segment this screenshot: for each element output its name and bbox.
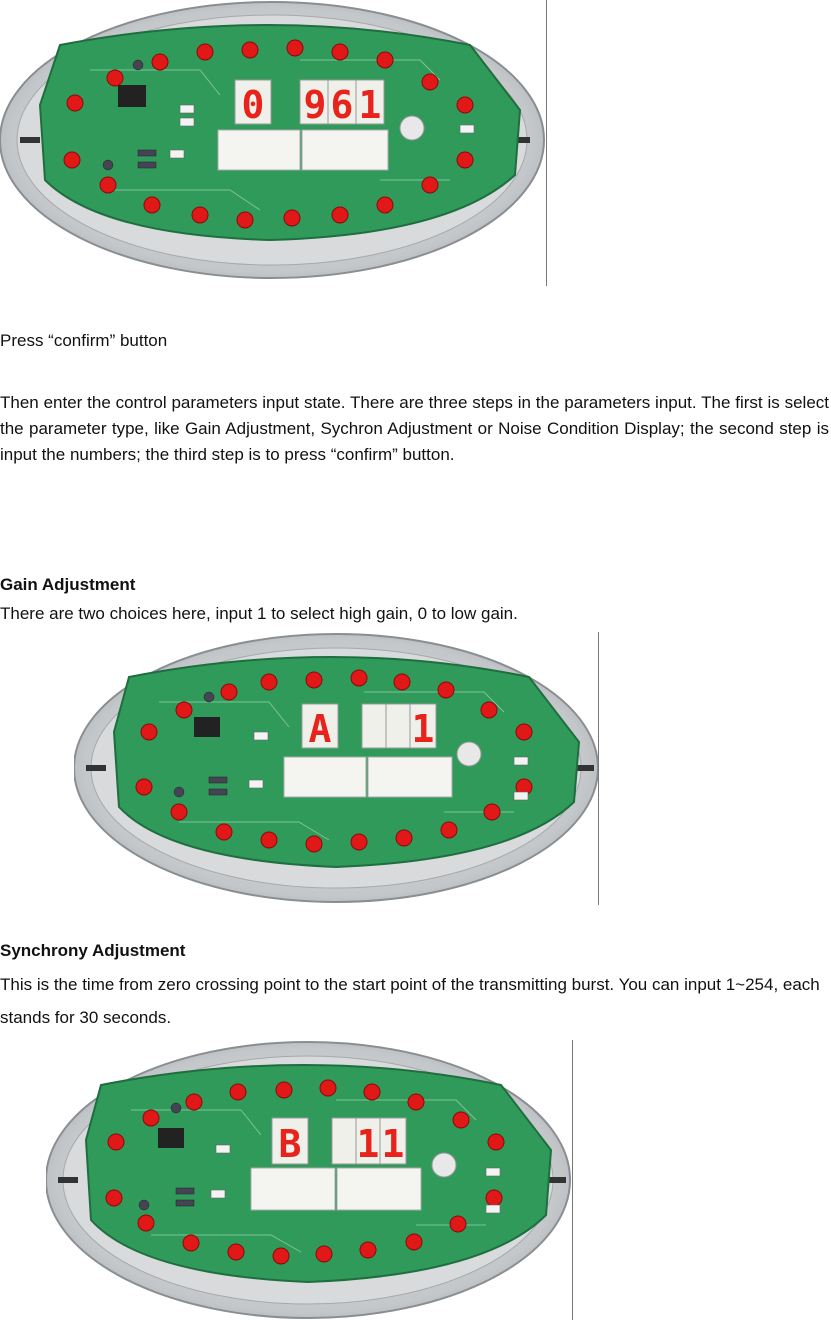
controller-board-photo-3 [46,1040,576,1320]
photo-1-edge-line [546,0,547,286]
svg-text:0: 0 [241,83,265,127]
synchrony-adjustment-heading: Synchrony Adjustment [0,941,186,960]
svg-text:1: 1 [411,707,435,751]
svg-text:A: A [308,707,332,751]
synchrony-adjustment-body: This is the time from zero crossing point to the start point of the transmitting burst. You can input 1~254, each stands for 30 seconds. [0,975,820,1027]
photo-3-edge-line [572,1040,573,1320]
svg-text:1: 1 [381,1122,405,1166]
gain-adjustment-heading: Gain Adjustment [0,575,136,594]
intro-paragraph: Then enter the control parameters input state. There are three steps in the parameters input. The first is select the parameter type, like Gain Adjustment, Sychron Adjustment or Noise Condition Display; the second step is input the numbers; the third step is to press “confirm” button. [0,393,829,464]
svg-text:9: 9 [303,83,327,127]
svg-text:6: 6 [330,83,354,127]
controller-board-photo-2 [74,632,604,908]
controller-board-photo-1 [0,0,550,288]
press-confirm-instruction: Press “confirm” button [0,331,168,350]
svg-text:1: 1 [356,1122,380,1166]
photo-2-edge-line [598,632,599,905]
svg-text:B: B [278,1122,302,1166]
svg-text:1: 1 [358,83,382,127]
gain-adjustment-body: There are two choices here, input 1 to select high gain, 0 to low gain. [0,604,518,623]
